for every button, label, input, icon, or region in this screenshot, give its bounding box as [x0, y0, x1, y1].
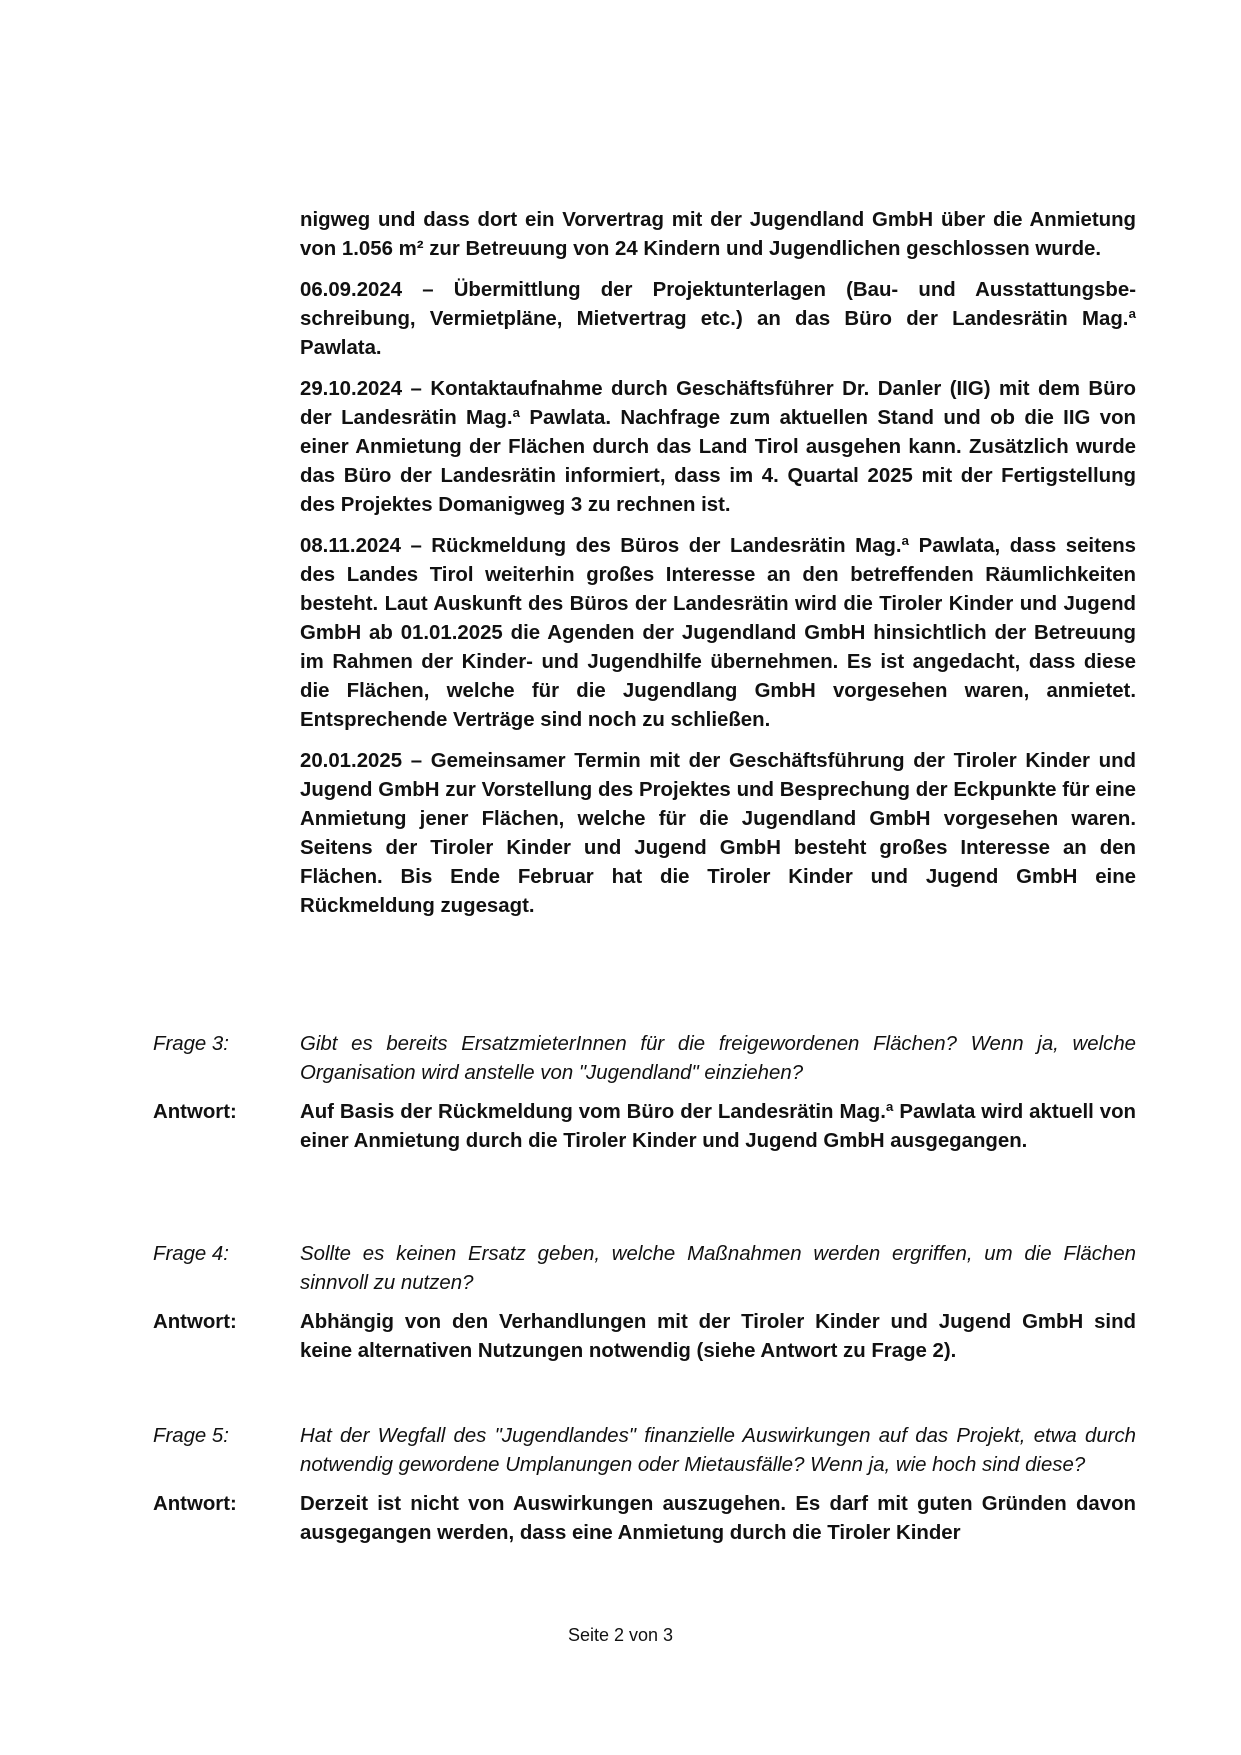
timeline-entry-2024-10-29: 29.10.2024 – Kontaktaufnahme durch Geschäftsführer Dr. Danler (IIG) mit dem Büro der Landesrätin Mag.ª Pawlata. Nachfrage zum aktuellen Stand und ob die IIG von einer Anmietung der Flächen durch das Land Tirol ausgehen kann. Zusätzlich wurde das Büro der Landesrätin informiert, dass im 4. Quartal 2025 mit der Fertigstellung des Projektes Domanigweg 3 zu rechnen ist. [300, 378, 1136, 516]
question-row [153, 1240, 1136, 1298]
answer-row [153, 1490, 1136, 1548]
timeline-entry-2024-09-06: 06.09.2024 – Übermittlung der Projektunterlagen (Bau- und Ausstattungsbeschreibung, Vermietpläne, Mietvertrag etc.) an das Büro der Landesrätin Mag.ª Pawlata. [300, 279, 1136, 359]
answer-label: Antwort: [153, 1101, 237, 1123]
question-label: Frage 5: [153, 1425, 229, 1447]
question-row [153, 1422, 1136, 1480]
answer-label: Antwort: [153, 1311, 237, 1333]
question-text: Hat der Wegfall des "Jugendlandes" finanzielle Auswirkungen auf das Projekt, etwa durch notwendig gewordene Umplanungen oder Mietausfälle? Wenn ja, wie hoch sind diese? [300, 1425, 1136, 1476]
answer-text: Auf Basis der Rückmeldung vom Büro der Landesrätin Mag.ª Pawlata wird aktuell von einer Anmietung durch die Tiroler Kinder und Jugend GmbH ausgegangen. [300, 1101, 1136, 1152]
qa-block-frage-5 [153, 1422, 1136, 1548]
question-text: Gibt es bereits ErsatzmieterInnen für die freigewordenen Flächen? Wenn ja, welche Organisation wird anstelle von "Jugendland" einziehen? [300, 1033, 1136, 1084]
timeline-paragraph: nigweg und dass dort ein Vorvertrag mit der Jugendland GmbH über die Anmietung von 1.056 m² zur Betreuung von 24 Kindern und Jugendlichen geschlossen wurde. [300, 209, 1136, 260]
answer-label: Antwort: [153, 1493, 237, 1515]
page-number-footer: Seite 2 von 3 [567, 1625, 674, 1645]
question-label: Frage 4: [153, 1243, 229, 1265]
timeline-entry-2024-11-08: 08.11.2024 – Rückmeldung des Büros der Landesrätin Mag.ª Pawlata, dass seitens des Landes Tirol weiterhin großes Interesse an den betreffenden Räumlichkeiten besteht. Laut Auskunft des Büros der Landesrätin wird die Tiroler Kinder und Jugend GmbH ab 01.01.2025 die Agenden der Jugendland GmbH hinsichtlich der Betreuung im Rahmen der Kinder- und Jugendhilfe übernehmen. Es ist angedacht, dass diese die Flächen, welche für die Jugendlang GmbH vorgesehen waren, anmietet. Entsprechende Verträge sind noch zu schließen. [300, 535, 1136, 731]
answer-row [153, 1098, 1136, 1156]
qa-block-frage-3 [153, 1030, 1136, 1156]
answer-row [153, 1308, 1136, 1366]
question-text: Sollte es keinen Ersatz geben, welche Maßnahmen werden ergriffen, um die Flächen sinnvoll zu nutzen? [300, 1243, 1136, 1294]
qa-block-frage-4 [153, 1240, 1136, 1366]
timeline-entry-2025-01-20: 20.01.2025 – Gemeinsamer Termin mit der Geschäftsführung der Tiroler Kinder und Jugend GmbH zur Vorstellung des Projektes und Besprechung der Eckpunkte für eine Anmietung jener Flächen, welche für die Jugendland GmbH vorgesehen waren. Seitens der Tiroler Kinder und Jugend GmbH besteht großes Interesse an den Flächen. Bis Ende Februar hat die Tiroler Kinder und Jugend GmbH eine Rückmeldung zugesagt. [300, 750, 1136, 917]
timeline-section [300, 206, 1136, 933]
answer-text: Abhängig von den Verhandlungen mit der Tiroler Kinder und Jugend GmbH sind keine alternativen Nutzungen notwendig (siehe Antwort zu Frage 2). [300, 1311, 1136, 1362]
question-label: Frage 3: [153, 1033, 229, 1055]
answer-text: Derzeit ist nicht von Auswirkungen auszugehen. Es darf mit guten Gründen davon ausgegangen werden, dass eine Anmietung durch die Tiroler Kinder [300, 1493, 1136, 1544]
question-row [153, 1030, 1136, 1088]
